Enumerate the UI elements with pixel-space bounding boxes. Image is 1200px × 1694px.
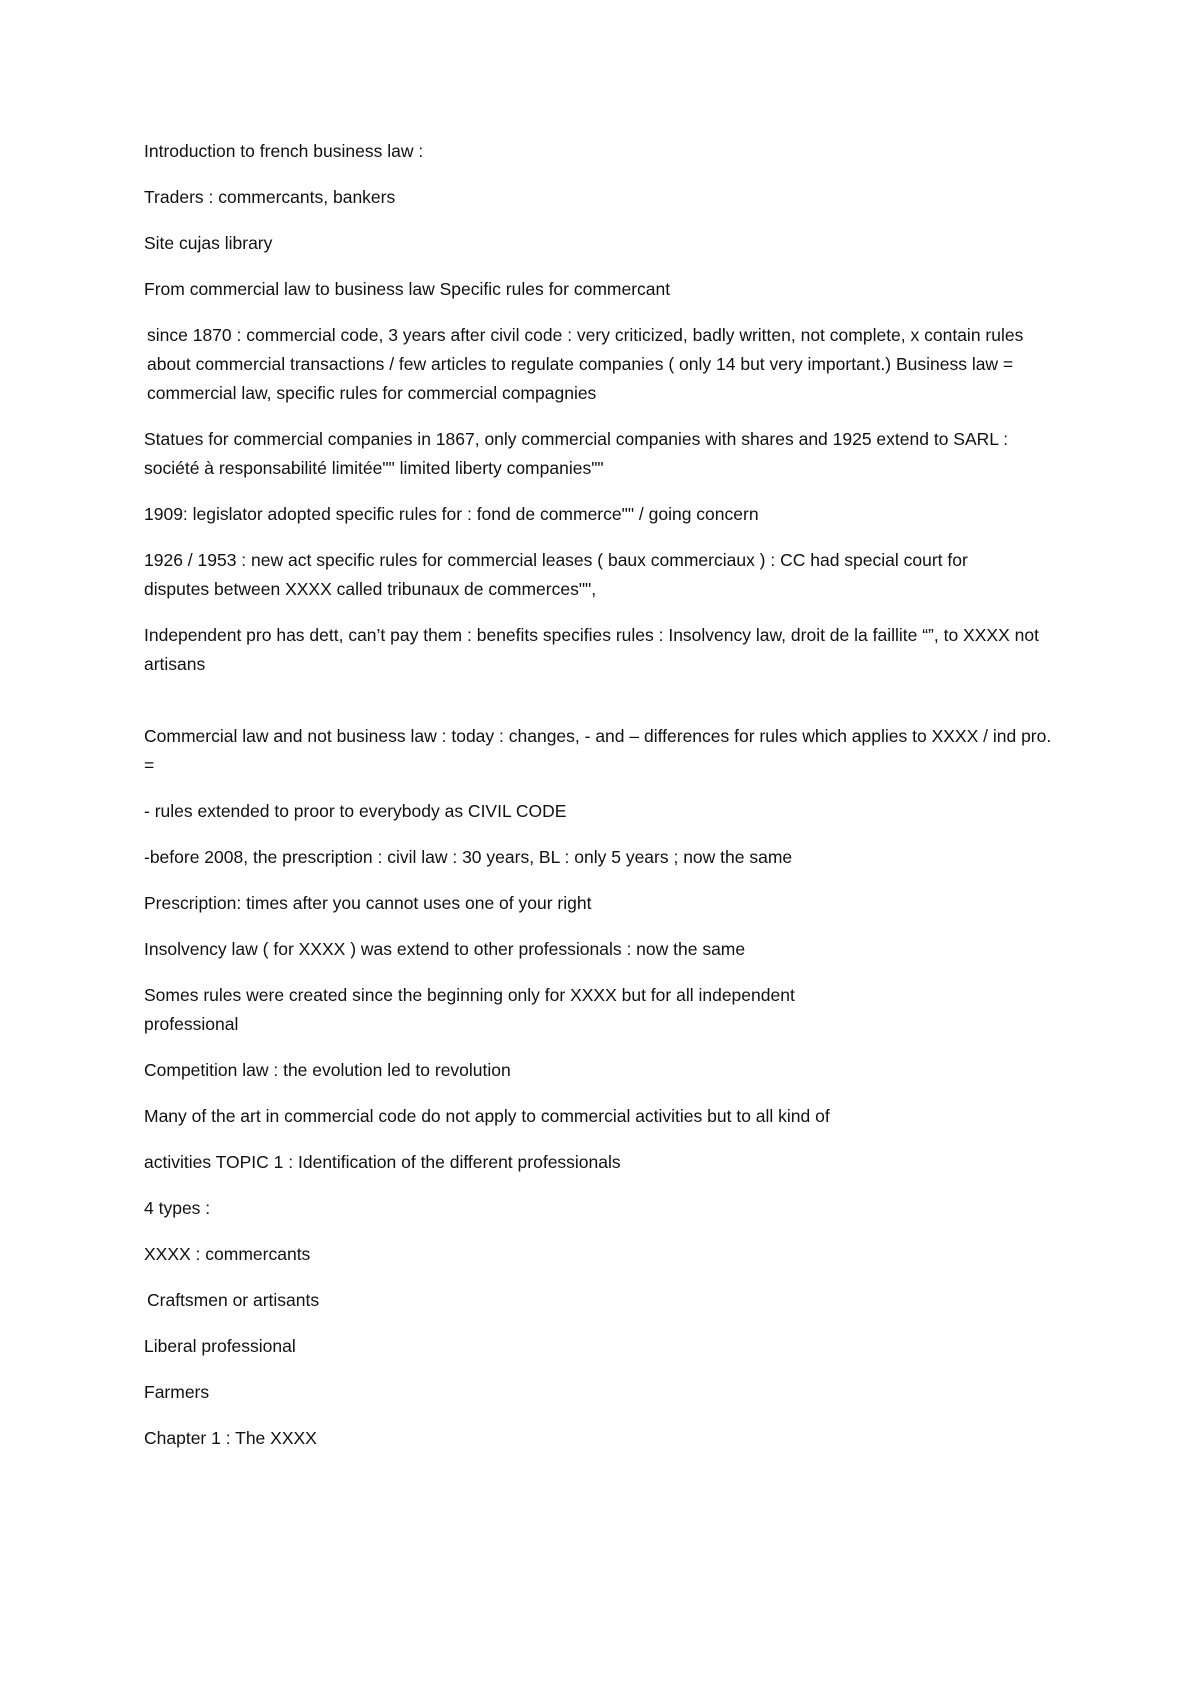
paragraph-statues: Statues for commercial companies in 1867, only commercial companies with shares and 1925 extend to SARL : société à responsabilité limitée"" limited liberty companies"" — [144, 429, 1009, 478]
paragraph-commercial-to-business: From commercial law to business law Specific rules for commercant — [144, 279, 671, 299]
list-item-commercants: XXXX : commercants — [144, 1244, 311, 1264]
paragraph-1926: 1926 / 1953 : new act specific rules for commercial leases ( baux commerciaux ) : CC had special court for disputes between XXXX called tribunaux de commerces"", — [144, 550, 968, 599]
paragraph-4-types: 4 types : — [144, 1198, 211, 1218]
paragraph-library: Site cujas library — [144, 233, 273, 253]
paragraph-1909: 1909: legislator adopted specific rules for : fond de commerce"" / going concern — [144, 504, 759, 524]
paragraph-somes-rules: Somes rules were created since the beginning only for XXXX but for all independent professional — [144, 985, 795, 1034]
paragraph-prescription: Prescription: times after you cannot uses one of your right — [144, 893, 592, 913]
paragraph-many-articles: Many of the art in commercial code do not apply to commercial activities but to all kind of — [144, 1106, 830, 1126]
paragraph-before-2008: -before 2008, the prescription : civil law : 30 years, BL : only 5 years ; now the same — [144, 847, 793, 867]
paragraph-insolvency: Insolvency law ( for XXXX ) was extend to other professionals : now the same — [144, 939, 746, 959]
paragraph-title: Introduction to french business law : — [144, 141, 424, 161]
list-item-craftsmen: Craftsmen or artisants — [147, 1290, 320, 1310]
list-item-farmers: Farmers — [144, 1382, 210, 1402]
paragraph-traders: Traders : commercants, bankers — [144, 187, 396, 207]
paragraph-topic-1: activities TOPIC 1 : Identification of the different professionals — [144, 1152, 621, 1172]
list-item-liberal: Liberal professional — [144, 1336, 296, 1356]
paragraph-competition: Competition law : the evolution led to revolution — [144, 1060, 511, 1080]
paragraph-rules-extended: - rules extended to proor to everybody as CIVIL CODE — [144, 801, 567, 821]
chapter-heading: Chapter 1 : The XXXX — [144, 1428, 317, 1448]
paragraph-commercial-not-business: Commercial law and not business law : today : changes, - and – differences for rules which applies to XXXX / ind pro. = — [144, 726, 1052, 775]
paragraph-independent-pro: Independent pro has dett, can’t pay them : benefits specifies rules : Insolvency law, droit de la faillite “”, to XXXX not artisans — [144, 625, 1039, 674]
document-body — [144, 137, 1064, 1470]
paragraph-since-1870: since 1870 : commercial code, 3 years after civil code : very criticized, badly written, not complete, x contain rules about commercial transactions / few articles to regulate companies ( only 14 but very important.) Business law = commercial law, specific rules for commercial compagnies — [147, 325, 1024, 403]
